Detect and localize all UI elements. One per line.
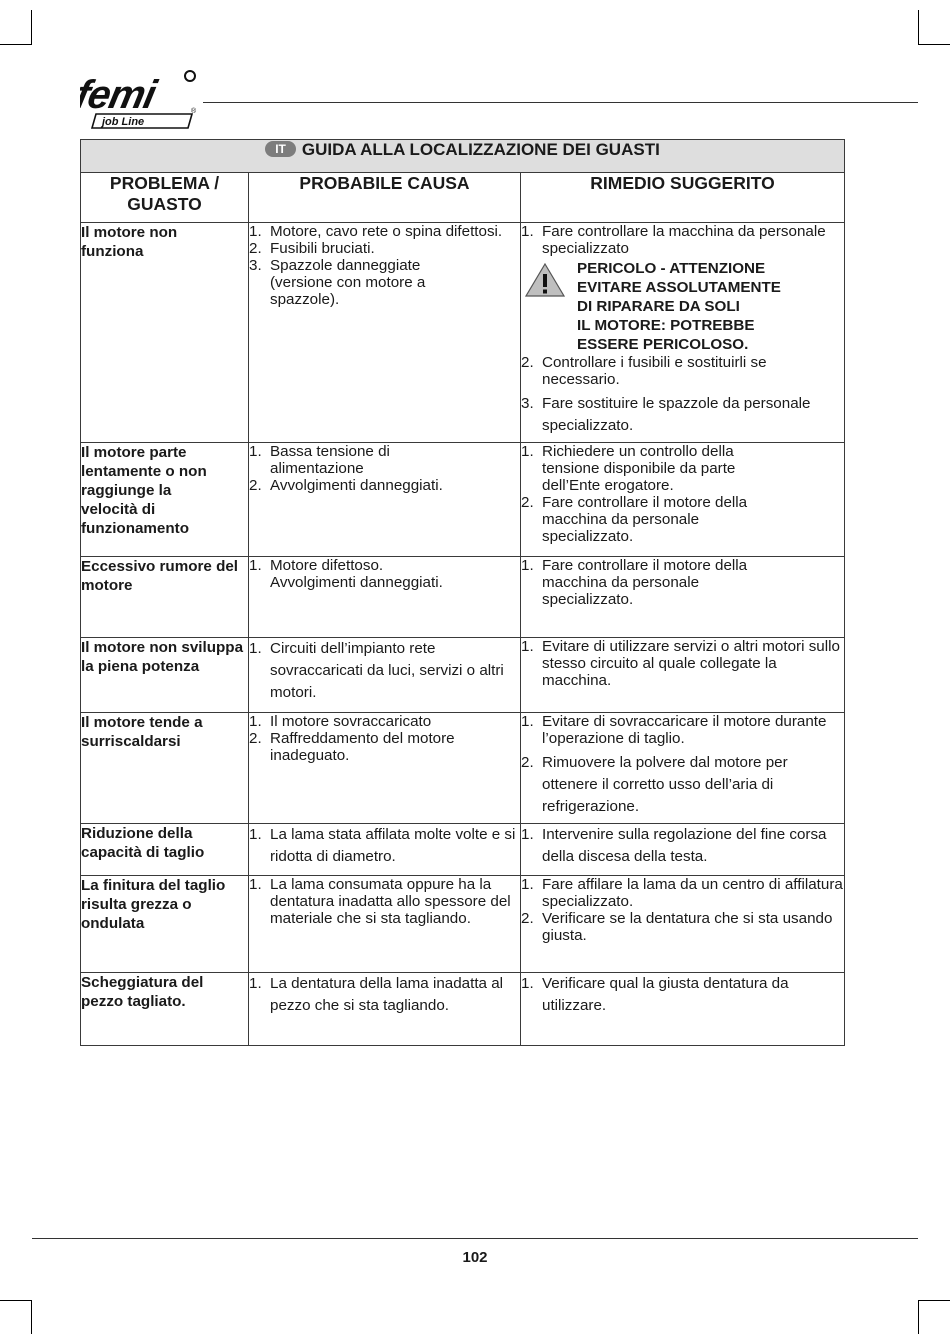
crop-mark <box>31 1300 32 1334</box>
list-item: 2. Rimuovere la polvere dal motore per ottenere il corretto usso dell’aria di refrigerazione. <box>521 754 788 815</box>
column-header-cause: PROBABILE CAUSA <box>249 173 521 223</box>
list-item: 1. Motore difettoso. Avvolgimenti danneggiati. <box>249 557 443 591</box>
header-rule <box>203 102 918 103</box>
problem-cell: La finitura del taglio risulta grezza o ondulata <box>81 876 249 973</box>
problem-cell: Il motore non funziona <box>81 223 249 443</box>
list-item: 3. Spazzole danneggiate (versione con motore a spazzole). <box>249 257 426 308</box>
list-item: 2. Raffreddamento del motore inadeguato. <box>249 730 455 764</box>
problem-cell: Riduzione della capacità di taglio <box>81 824 249 876</box>
cause-cell <box>249 876 521 973</box>
table-row <box>81 876 845 973</box>
list-item: 1. Evitare di sovraccaricare il motore durante l’operazione di taglio. <box>521 713 827 747</box>
list-item: 3. Fare sostituire le spazzole da personale specializzato. <box>521 395 811 434</box>
remedy-cell <box>521 223 845 443</box>
cause-cell <box>249 223 521 443</box>
cause-cell <box>249 973 521 1046</box>
list-item: 1. La lama consumata oppure ha la dentatura inadatta allo spessore del materiale che si sta tagliando. <box>249 876 511 927</box>
table-row <box>81 973 845 1046</box>
svg-text:job Line: job Line <box>102 116 145 128</box>
table-row <box>81 557 845 638</box>
table-row <box>81 443 845 557</box>
table-row <box>81 824 845 876</box>
column-header-problem: PROBLEMA / GUASTO <box>81 173 249 223</box>
crop-mark <box>0 44 32 45</box>
remedy-cell <box>521 557 845 638</box>
remedy-cell <box>521 973 845 1046</box>
list-item: 1. Fare controllare il motore della macchina da personale specializzato. <box>521 557 748 608</box>
cause-cell <box>249 443 521 557</box>
list-item: 1. Fare controllare la macchina da personale specializzato <box>521 223 826 257</box>
problem-cell: Eccessivo rumore del motore <box>81 557 249 638</box>
troubleshooting-table <box>80 139 845 1046</box>
warning-line: DI RIPARARE DA SOLI <box>577 298 740 315</box>
cause-cell <box>249 713 521 824</box>
warning-triangle-icon <box>525 263 565 297</box>
list-item: 2. Verificare se la dentatura che si sta usando giusta. <box>521 910 833 944</box>
remedy-cell <box>521 638 845 713</box>
problem-cell: Il motore non sviluppa la piena potenza <box>81 638 249 713</box>
svg-text:femi: femi <box>80 71 160 117</box>
crop-mark <box>918 1300 919 1334</box>
list-item: 2. Fare controllare il motore della macchina da personale specializzato. <box>521 494 748 545</box>
footer-rule <box>32 1238 918 1239</box>
warning-line: EVITARE ASSOLUTAMENTE <box>577 279 781 296</box>
cause-cell <box>249 824 521 876</box>
table-row <box>81 713 845 824</box>
list-item: 1. Il motore sovraccaricato <box>249 713 432 730</box>
language-badge: IT <box>265 141 296 157</box>
warning-line: IL MOTORE: POTREBBE <box>577 317 755 334</box>
list-item: 1. Verificare qual la giusta dentatura da utilizzare. <box>521 975 789 1014</box>
remedy-cell <box>521 443 845 557</box>
list-item: 1. Intervenire sulla regolazione del fine corsa della discesa della testa. <box>521 826 827 865</box>
crop-mark <box>918 1300 950 1301</box>
problem-cell: Il motore parte lentamente o non raggiunge la velocità di funzionamento <box>81 443 249 557</box>
list-item: 1. La dentatura della lama inadatta al pezzo che si sta tagliando. <box>249 975 504 1014</box>
remedy-cell <box>521 824 845 876</box>
table-title-text: GUIDA ALLA LOCALIZZAZIONE DEI GUASTI <box>301 140 660 159</box>
list-item: 2. Controllare i fusibili e sostituirli se necessario. <box>521 354 767 388</box>
svg-text:®: ® <box>191 108 197 115</box>
problem-cell: Il motore tende a surriscaldarsi <box>81 713 249 824</box>
warning-line: ESSERE PERICOLOSO. <box>577 336 749 353</box>
list-item: 1. La lama stata affilata molte volte e si ridotta di diametro. <box>249 826 516 865</box>
list-item: 1. Evitare di utilizzare servizi o altri motori sullo stesso circuito al quale collegate la macchina. <box>521 638 840 689</box>
list-item: 2. Fusibili bruciati. <box>249 240 375 257</box>
list-item: 1. Circuiti dell’impianto rete sovraccaricati da luci, servizi o altri motori. <box>249 640 504 701</box>
crop-mark <box>918 44 950 45</box>
crop-mark <box>0 1300 32 1301</box>
crop-mark <box>918 10 919 44</box>
cause-cell <box>249 638 521 713</box>
list-item: 1. Fare affilare la lama da un centro di affilatura specializzato. <box>521 876 843 910</box>
list-item: 1. Motore, cavo rete o spina difettosi. <box>249 223 503 240</box>
list-item: 1. Bassa tensione di alimentazione <box>249 443 390 477</box>
table-row <box>81 638 845 713</box>
remedy-cell <box>521 876 845 973</box>
remedy-cell <box>521 713 845 824</box>
table-row <box>81 223 845 443</box>
column-header-remedy: RIMEDIO SUGGERITO <box>521 173 845 223</box>
problem-cell: Scheggiatura del pezzo tagliato. <box>81 973 249 1046</box>
page-number: 102 <box>462 1249 488 1266</box>
list-item: 1. Richiedere un controllo della tensione disponibile da parte dell’Ente erogatore. <box>521 443 736 494</box>
danger-warning <box>521 259 844 354</box>
warning-line: PERICOLO - ATTENZIONE <box>577 260 766 277</box>
table-title <box>81 140 845 173</box>
brand-logo <box>80 68 204 132</box>
crop-mark <box>31 10 32 44</box>
list-item: 2. Avvolgimenti danneggiati. <box>249 477 443 494</box>
cause-cell <box>249 557 521 638</box>
